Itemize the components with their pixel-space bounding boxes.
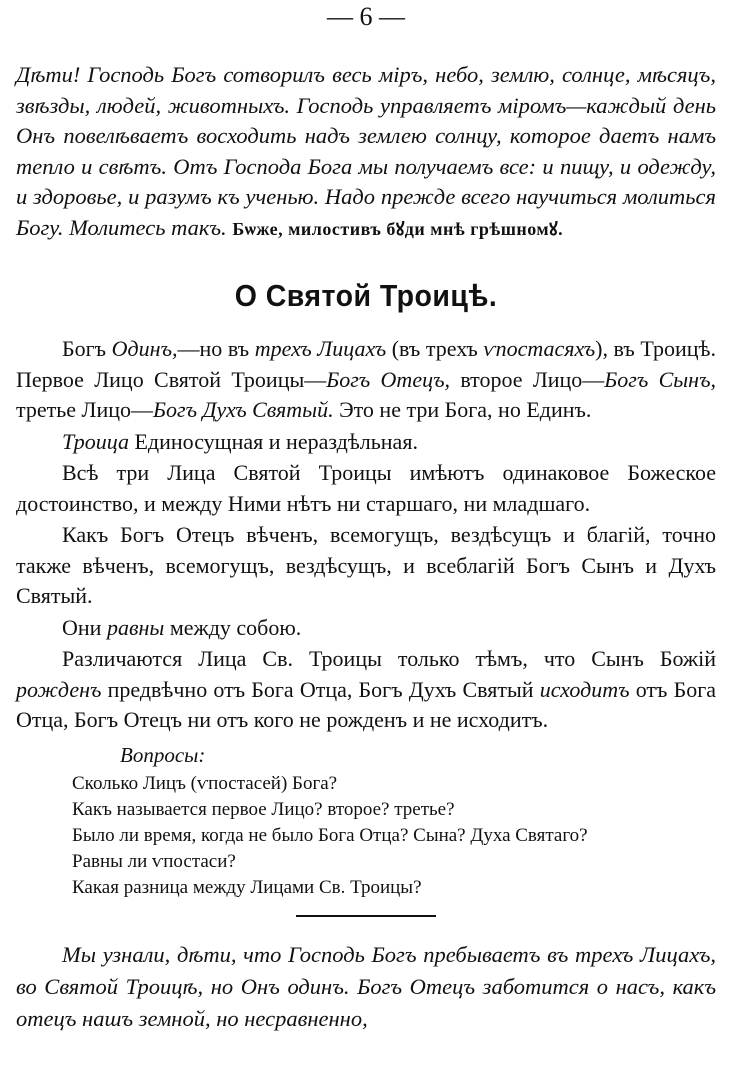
page-number: — 6 — (327, 2, 405, 31)
paragraph-eternal: Какъ Богъ Отецъ вѣченъ, всемогущъ, вездѣсущъ и благій, точно также вѣченъ, всемогущъ, вездѣсущъ, и всеблагій Богъ Сынъ и Духъ Святый. (16, 522, 716, 608)
questions-list (16, 771, 716, 901)
intro-paragraph (16, 60, 716, 244)
paragraph-differences: Различаются Лица Св. Троицы только тѣмъ, что Сынъ Божій рожденъ предвѣчно отъ Бога Отца, Богъ Духъ Святый исходитъ отъ Бога Отца, Богъ Отецъ ни отъ кого не рожденъ и не исходитъ. (16, 646, 716, 732)
question-item: Сколько Лицъ (ѵпостасей) Бога? (72, 772, 338, 794)
paragraph-equal: Они равны между собою. (62, 614, 302, 640)
question-item: Было ли время, когда не было Бога Отца? Сына? Духа Святаго? (72, 824, 588, 846)
paragraph-one-god: Богъ Одинъ,—но въ трехъ Лицахъ (въ трехъ ѵпостасяхъ), въ Троицѣ. Первое Лицо Святой Троицы—Богъ Отецъ, второе Лицо—Богъ Сынъ, третье Лицо—Богъ Духъ Святый. Это не три Бога, но Единъ. (16, 336, 716, 422)
closing-paragraph: Мы узнали, дѣти, что Господь Богъ пребываетъ въ трехъ Лицахъ, во Святой Троицѣ, но Онъ одинъ. Богъ Отецъ заботится о насъ, какъ отецъ нашъ земной, но несравненно, (16, 942, 716, 1031)
question-item: Равны ли ѵпостаси? (72, 850, 236, 872)
section-divider (296, 915, 436, 917)
question-item: Какая разница между Лицами Св. Троицы? (72, 876, 422, 898)
paragraph-trinity: Троица Единосущная и нераздѣльная. (62, 428, 418, 454)
prayer-text: Бѡже, милостивъ бꙋди мнѣ грѣшномꙋ. (232, 218, 564, 239)
book-page (16, 0, 716, 1058)
paragraph-dignity: Всѣ три Лица Святой Троицы имѣютъ одинаковое Божеское достоинство, и между Ними нѣтъ ни старшаго, ни младшаго. (16, 460, 716, 516)
question-item: Какъ называется первое Лицо? второе? третье? (72, 798, 455, 820)
section-title: О Святой Троицѣ. (234, 278, 498, 313)
questions-heading: Вопросы: (120, 742, 206, 767)
intro-text: Дѣти! Господь Богъ сотворилъ весь міръ, небо, землю, солнце, мѣсяцъ, звѣзды, людей, животныхъ. Господь управляетъ міромъ—каждый день Онъ повелѣваетъ восходить надъ землею солнцу, которое даетъ намъ тепло и свѣтъ. Отъ Господа Бога мы получаемъ все: и пищу, и одежду, и здоровье, и разумъ къ ученью. Надо прежде всего научиться молиться Богу. Молитесь такъ. (16, 62, 716, 240)
